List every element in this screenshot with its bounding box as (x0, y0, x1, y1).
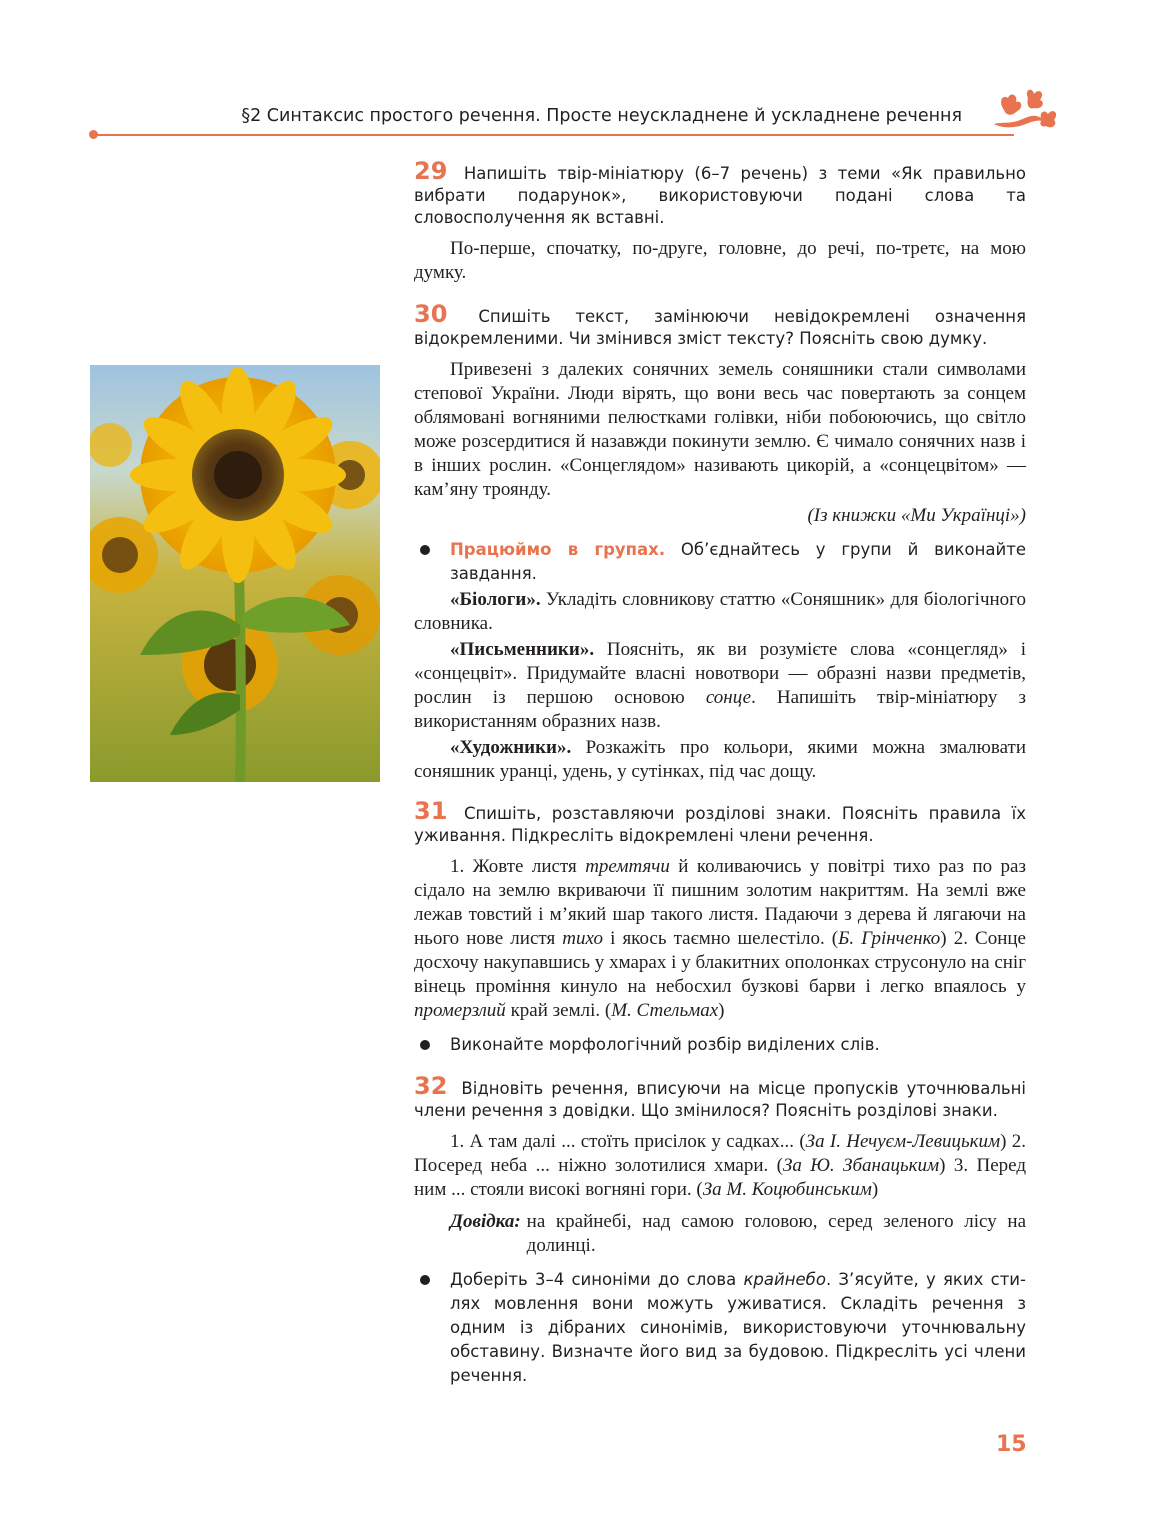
group-task: Укладіть словникову статтю «Соняшник» для біологічного словника. (414, 589, 1026, 634)
exercise-text: 1. А там далі ... стоїть присілок у садках... (За І. Нечуєм-Левицьким) 2. Посеред неба ... ніжно золотилися хмари. (За Ю. Збанацьким) 3. Перед ним ... стояли високі вогняні гори. (За М. Коцюбинським) (414, 1131, 1026, 1200)
synonyms-bullet: Доберіть 3–4 синоніми до слова крайнебо. З’ясуйте, у яких стилях мовлення вони можуть уживатися. Складіть речення з одним із дібраних синонімів, використовуючи уточнювальну обставину. Визначте його вид за будовою. Підкресліть усі члени речення. (414, 1268, 1026, 1388)
task-instruction: Відновіть речення, вписуючи на місце пропусків уточнювальні члени речення з довідки. Що змінилося? Поясніть розділові знаки. (414, 1079, 1027, 1120)
reference-label: Довідка: (450, 1211, 521, 1232)
bullet-icon (420, 1275, 430, 1285)
group-task: Розкажіть про кольори, якими можна змалювати соняшник уранці, удень, у сутінках, під час дощу. (414, 737, 1026, 782)
task-29-heading (414, 157, 1026, 229)
task-30 (414, 300, 1026, 784)
page-number: 15 (996, 1432, 1027, 1457)
group-work-bullet (414, 538, 1026, 586)
group-name: «Письменники». (450, 639, 595, 660)
task-number: 31 (414, 797, 448, 825)
task-instruction: Напишіть твір-мініатюру (6–7 речень) з теми «Як правильно вибрати подарунок», використовуючи подані слова та словосполучення як вставні. (414, 164, 1026, 227)
page-header (0, 100, 1162, 160)
task-instruction: Спишіть, розставляючи розділові знаки. Поясніть правила їх уживання. Підкресліть відокремлені члени речення. (414, 804, 1026, 845)
task-31 (414, 797, 1026, 1057)
text-source: (Із книжки «Ми Українці») (807, 505, 1026, 526)
task-32-heading (414, 1072, 1027, 1122)
group-name: «Художники». (450, 737, 572, 758)
reference-box (450, 1210, 1026, 1258)
task-number: 30 (414, 300, 448, 328)
morphology-bullet (414, 1033, 1026, 1057)
words-list: По-перше, спочатку, по-друге, головне, до речі, по-третє, на мою думку. (414, 238, 1026, 283)
task-30-heading (414, 300, 1026, 350)
group-work-label: Працюймо в групах. (450, 540, 666, 559)
group-work-text: Об’єднайтесь у групи й виконайте завдання. (450, 540, 1026, 583)
reference-text: на крайнебі, над самою головою, серед зеленого лісу на долинці. (526, 1211, 1026, 1256)
flower-ornament-icon (990, 88, 1066, 149)
group-name: «Біологи». (450, 589, 541, 610)
section-title: §2 Синтаксис простого речення. Просте неускладнене й ускладнене речення (241, 106, 962, 126)
exercise-text: 1. Жовте листя тремтячи й коливаючись у повітрі тихо раз по раз сідало на землю вкриваючи її пишним золотим накриттям. На землі вже лежав товстий і м’який шар такого листя. Падаючи з дерева й лягаючи на нього нове листя тихо і якось таємно шелестіло. (Б. Грінченко) 2. Сонце досхочу накупавшись у хмарах і у блакитних ополонках струсонуло на сніг вінець проміння кинуло на небосхил бузкові барви і легко впаялось у промерзлий край землі. (М. Стельмах) (414, 856, 1026, 1021)
task-number: 29 (414, 157, 448, 185)
group-task: . Напишіть твір-мініатюру з використанням образних назв. (414, 687, 1026, 732)
group-task: Поясніть, як ви розумієте слова «сонцегляд» і «сонцецвіт». Придумайте власні новотвори — образні назви предметів, рослин із першою основою (414, 639, 1026, 708)
bullet-icon (420, 1040, 430, 1050)
group-artists (414, 736, 1026, 784)
task-number: 32 (414, 1072, 448, 1100)
task-instruction: Спишіть текст, замінюючи невідокремлені означення відокремленими. Чи змінився зміст тексту? Поясніть свою думку. (414, 307, 1026, 348)
group-task-italic: сонце (705, 687, 752, 708)
bullet-text: Виконайте морфологічний розбір виділених слів. (450, 1035, 880, 1054)
text-column (414, 157, 1027, 1398)
group-biologists (414, 588, 1026, 636)
sunflower-photo (90, 365, 380, 782)
header-divider (94, 134, 1014, 136)
exercise-text: Привезені з далеких сонячних земель соняшники стали символами степової України. Люди вірять, що вони весь час повертають за сонцем облямовані вогняними пелюстками голівки, ніби побоюючись, що світло може розсердитися й назавжди покинути землю. Є чимало сонячних назв і в інших рослин. «Сонцеглядом» називають цикорій, а «сонцецвітом» — кам’яну троянду. (414, 359, 1026, 500)
bullet-icon (420, 545, 430, 555)
group-writers (414, 638, 1026, 734)
task-29 (414, 157, 1026, 285)
task-31-heading (414, 797, 1026, 847)
task-32 (414, 1072, 1027, 1388)
